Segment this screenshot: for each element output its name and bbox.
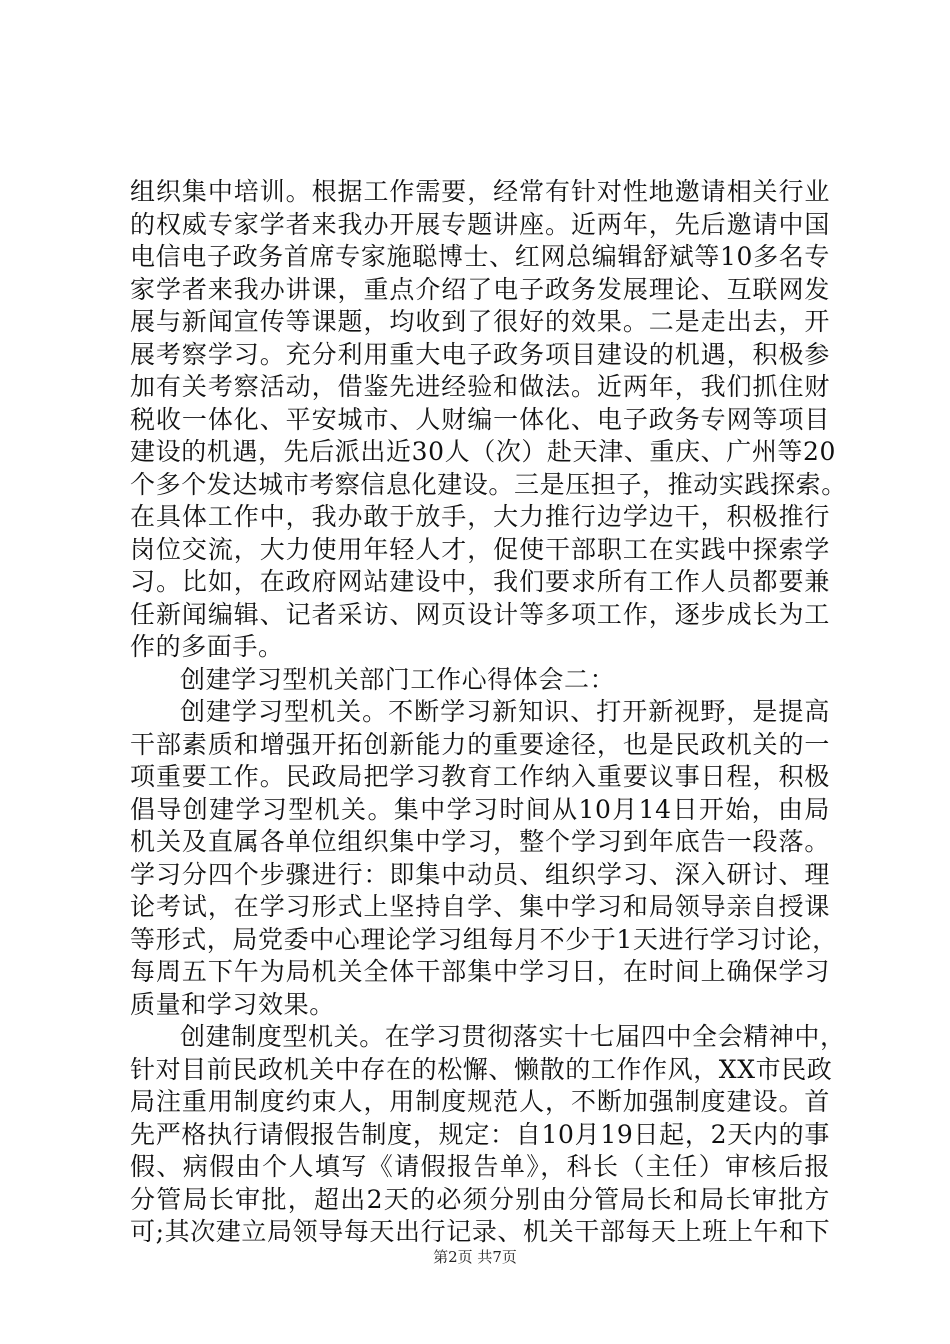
text-line: 假、病假由个人填写《请假报告单》，科长（主任）审核后报 (130, 1152, 830, 1181)
paragraph-institutional-organization (130, 1021, 846, 1249)
text-line: 的权威专家学者来我办开展专题讲座。近两年，先后邀请中国 (130, 209, 830, 239)
text-line: 干部素质和增强开拓创新能力的重要途径，也是民政机关的一 (130, 729, 830, 759)
text-line: 倡导创建学习型机关。集中学习时间从10月14日开始，由局 (130, 794, 830, 824)
text-line: 先严格执行请假报告制度，规定：自10月19日起，2天内的事 (130, 1119, 830, 1149)
text-line: 针对目前民政机关中存在的松懈、懒散的工作作风，XX市民政 (130, 1054, 833, 1084)
text-line: 作的多面手。 (130, 632, 284, 661)
text-line: 展考察学习。充分利用重大电子政务项目建设的机遇，积极参 (130, 339, 830, 369)
text-line: 在具体工作中，我办敢于放手，大力推行边学边干，积极推行 (130, 502, 830, 531)
text-line: 组织集中培训。根据工作需要，经常有针对性地邀请相关行业 (130, 177, 830, 206)
text-line: 学习分四个步骤进行：即集中动员、组织学习、深入研讨、理 (130, 859, 830, 889)
text-line: 展与新闻宣传等课题，均收到了很好的效果。二是走出去，开 (130, 307, 830, 336)
text-line: 每周五下午为局机关全体干部集中学习日，在时间上确保学习 (130, 957, 830, 986)
text-line: 个多个发达城市考察信息化建设。三是压担子，推动实践探索。 (130, 469, 847, 499)
text-line: 建设的机遇，先后派出近30人（次）赴天津、重庆、广州等20 (130, 437, 837, 466)
text-line: 项重要工作。民政局把学习教育工作纳入重要议事日程，积极 (130, 762, 830, 791)
heading-line: 创建学习型机关部门工作心得体会二： (180, 664, 616, 694)
text-line: 加有关考察活动，借鉴先进经验和做法。近两年，我们抓住财 (130, 372, 830, 401)
text-line: 局注重用制度约束人，用制度规范人，不断加强制度建设。首 (130, 1087, 830, 1116)
text-line: 质量和学习效果。 (130, 989, 335, 1019)
text-line: 创建学习型机关。不断学习新知识、打开新视野，是提高 (180, 697, 830, 726)
paragraph-learning-organization (130, 696, 838, 1021)
text-line: 可;其次建立局领导每天出行记录、机关干部每天上班上午和下 (130, 1217, 831, 1246)
text-line: 创建制度型机关。在学习贯彻落实十七届四中全会精神中， (180, 1022, 846, 1051)
text-line: 习。比如，在政府网站建设中，我们要求所有工作人员都要兼 (130, 567, 830, 596)
text-line: 税收一体化、平安城市、人财编一体化、电子政务专网等项目 (130, 404, 830, 434)
text-line: 论考试，在学习形式上坚持自学、集中学习和局领导亲自授课 (130, 892, 830, 921)
paragraph-1 (130, 176, 847, 664)
text-line: 任新闻编辑、记者采访、网页设计等多项工作，逐步成长为工 (130, 599, 830, 629)
text-line: 岗位交流，大力使用年轻人才，促使干部职工在实践中探索学 (130, 534, 830, 564)
text-line: 等形式，局党委中心理论学习组每月不少于1天进行学习讨论， (130, 924, 838, 954)
page-number-label: 第2页 共7页 (433, 1248, 517, 1266)
page-footer (0, 1246, 950, 1267)
text-line: 家学者来我办讲课，重点介绍了电子政务发展理论、互联网发 (130, 274, 830, 304)
section-heading (130, 664, 830, 697)
text-line: 电信电子政务首席专家施聪博士、红网总编辑舒斌等10多名专 (130, 242, 830, 271)
text-line: 分管局长审批，超出2天的必须分别由分管局长和局长审批方 (130, 1184, 830, 1214)
text-line: 机关及直属各单位组织集中学习，整个学习到年底告一段落。 (130, 827, 830, 856)
document-body (130, 176, 847, 1249)
